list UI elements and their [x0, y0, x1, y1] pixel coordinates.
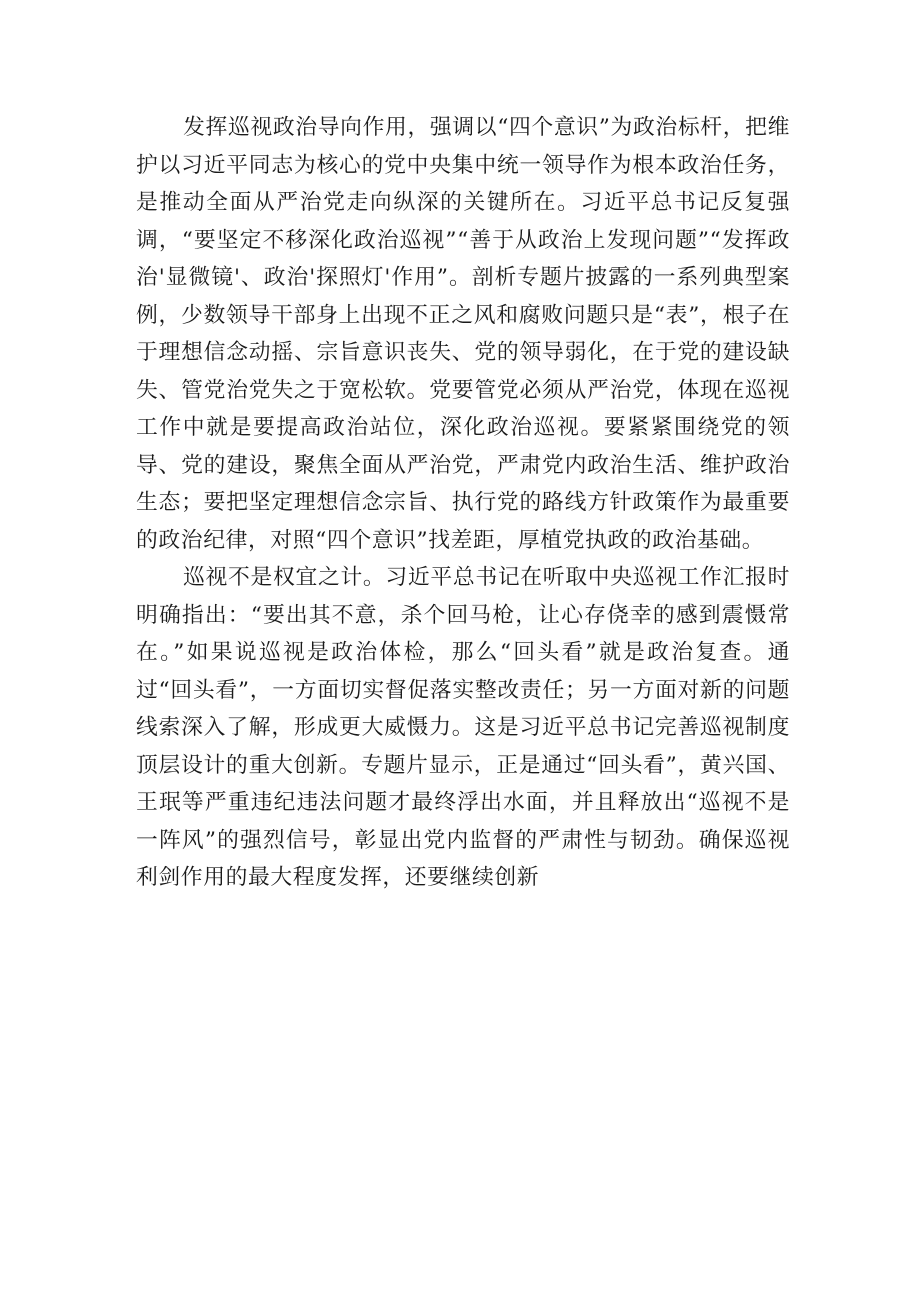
paragraph-political-inspection: 发挥巡视政治导向作用，强调以“四个意识”为政治标杆，把维护以习近平同志为核心的党中央集中统一领导作为根本政治任务，是推动全面从严治党走向纵深的关键所在。习近平总书记反复强调，“要坚定不移深化政治巡视”“善于从政治上发现问题”“发挥政治'显微镜'、政治'探照灯'作用”。剖析专题片披露的一系列典型案例，少数领导干部身上出现不正之风和腐败问题只是“表”，根子在于理想信念动摇、宗旨意识丧失、党的领导弱化，在于党的建设缺失、管党治党失之于宽松软。党要管党必须从严治党，体现在巡视工作中就是要提高政治站位，深化政治巡视。要紧紧围绕党的领导、党的建设，聚焦全面从严治党，严肃党内政治生活、维护政治生态；要把坚定理想信念宗旨、执行党的路线方针政策作为最重要的政治纪律，对照“四个意识”找差距，厚植党执政的政治基础。 [136, 115, 790, 553]
paragraph-look-back: 巡视不是权宜之计。习近平总书记在听取中央巡视工作汇报时明确指出：“要出其不意，杀个回马枪，让心存侥幸的感到震慑常在。”如果说巡视是政治体检，那么“回头看”就是政治复查。通过“回头看”，一方面切实督促落实整改责任；另一方面对新的问题线索深入了解，形成更大威慑力。这是习近平总书记完善巡视制度顶层设计的重大创新。专题片显示，正是通过“回头看”，黄兴国、王珉等严重违纪违法问题才最终浮出水面，并且释放出“巡视不是一阵风”的强烈信号，彰显出党内监督的严肃性与韧劲。确保巡视利剑作用的最大程度发挥，还要继续创新 [136, 565, 790, 890]
document-body [136, 109, 790, 897]
